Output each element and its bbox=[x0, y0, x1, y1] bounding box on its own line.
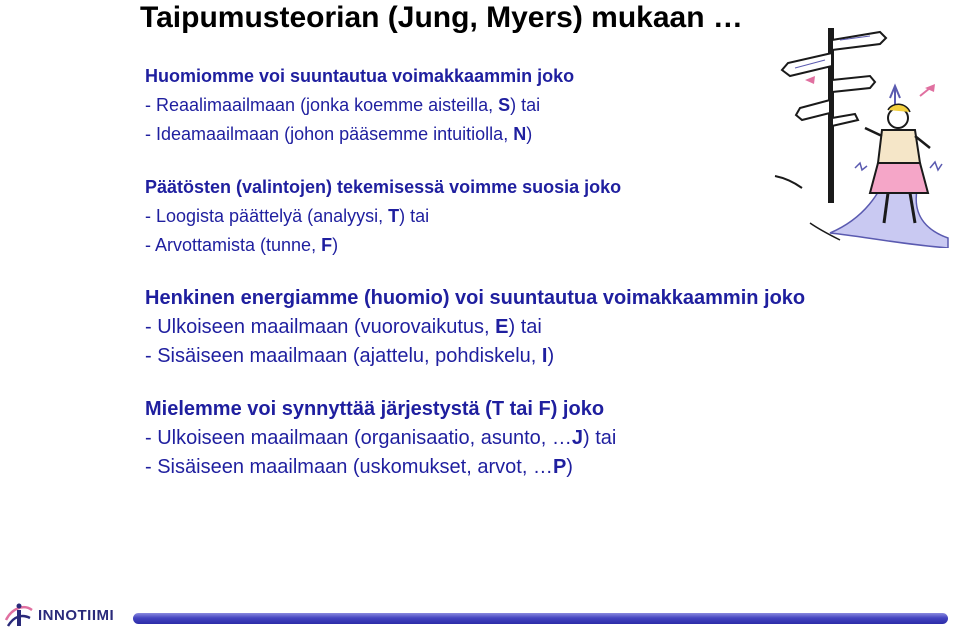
footer-bar bbox=[133, 613, 948, 624]
innotiimi-logo-icon bbox=[4, 600, 34, 630]
signpost-person-icon bbox=[770, 18, 950, 248]
list-item: - Ulkoiseen maailmaan (vuorovaikutus, E) tai bbox=[145, 316, 542, 338]
section-energy bbox=[145, 284, 945, 371]
list-item: - Ideamaailmaan (johon pääsemme intuitiolla, N) bbox=[145, 124, 533, 144]
section-heading: Mielemme voi synnyttää järjestystä (T tai F) joko bbox=[145, 398, 605, 420]
section-heading: Huomiomme voi suuntautua voimakkaammin joko bbox=[145, 66, 575, 86]
footer-logo-text: INNOTIIMI bbox=[38, 606, 115, 624]
section-order bbox=[145, 395, 945, 482]
footer-logo bbox=[4, 600, 114, 630]
list-item: - Sisäiseen maailmaan (uskomukset, arvot, …P) bbox=[145, 456, 573, 478]
list-item: - Arvottamista (tunne, F) bbox=[145, 235, 339, 255]
section-heading: Päätösten (valintojen) tekemisessä voimme suosia joko bbox=[145, 177, 622, 197]
section-heading: Henkinen energiamme (huomio) voi suuntautua voimakkaammin joko bbox=[145, 287, 806, 309]
list-item: - Ulkoiseen maailmaan (organisaatio, asunto, …J) tai bbox=[145, 427, 617, 449]
list-item: - Sisäiseen maailmaan (ajattelu, pohdiskelu, I) bbox=[145, 345, 555, 367]
list-item: - Loogista päättelyä (analyysi, T) tai bbox=[145, 206, 430, 226]
list-item: - Reaalimaailmaan (jonka koemme aisteilla, S) tai bbox=[145, 95, 541, 115]
slide-title: Taipumusteorian (Jung, Myers) mukaan … bbox=[140, 1, 743, 34]
